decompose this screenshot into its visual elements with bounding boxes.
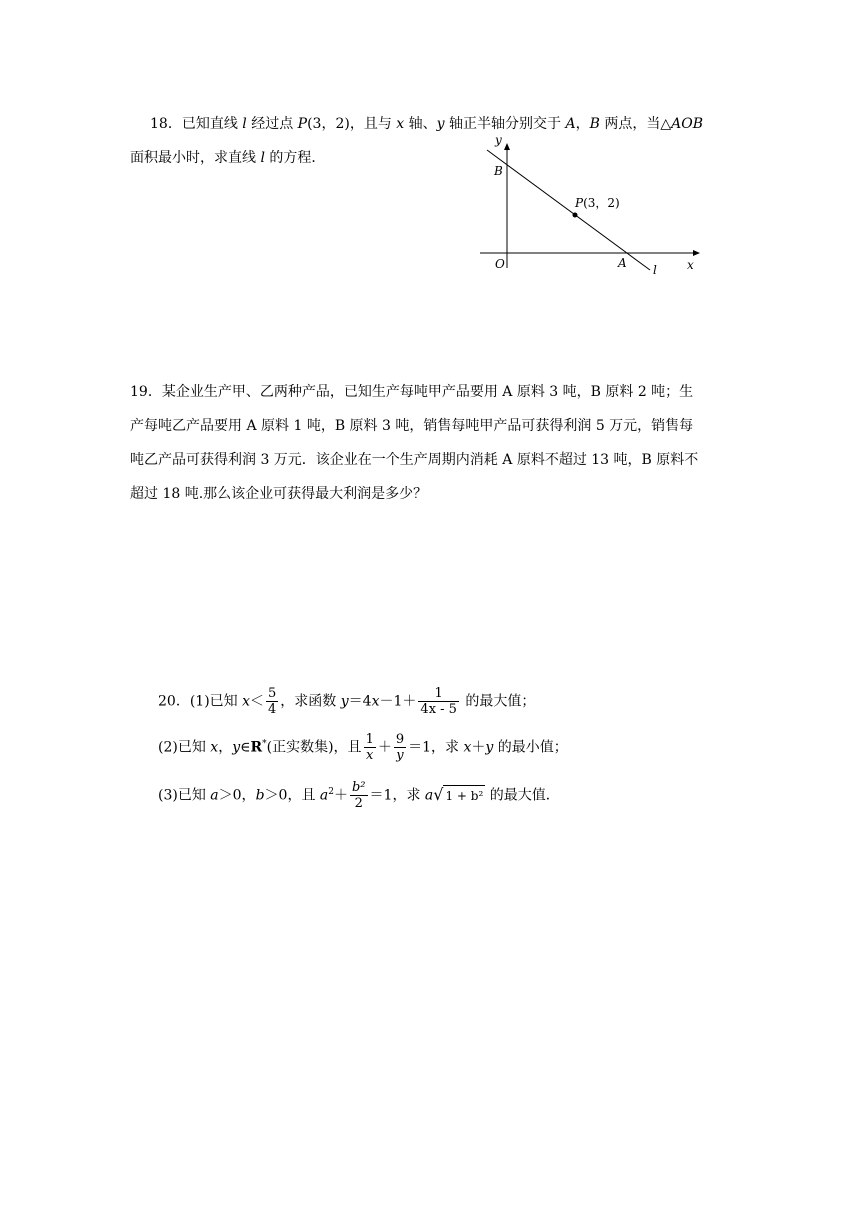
q20-part1: 20．(1)已知 x＜ $\frac{5}{4}$ ，求函数 y＝4x－1＋ $\frac{1}{4x - 5}$ 的最大值； xyxy=(158,686,536,717)
line-l xyxy=(487,150,650,270)
q19-line2: 产每吨乙产品要用 A 原料 1 吨，B 原料 3 吨，销售每吨甲产品可获得利润 5 万元，销售每 xyxy=(130,418,694,434)
point-a-label: A xyxy=(618,256,627,270)
sqrt-expression: √ 1 + b² xyxy=(433,784,484,804)
q20-number: 20． xyxy=(158,693,190,710)
q19-line1: 19．某企业生产甲、乙两种产品，已知生产每吨甲产品要用 A 原料 3 吨，B 原料 2 吨；生 xyxy=(130,384,694,400)
q18-line1: 18．已知直线 l 经过点 P(3，2)，且与 x 轴、y 轴正半轴分别交于 A，B 两点，当△AOB xyxy=(150,116,704,132)
q19-line4: 超过 18 吨.那么该企业可获得最大利润是多少？ xyxy=(130,486,428,502)
sqrt-symbol: √ xyxy=(433,784,444,804)
x-axis-label: x xyxy=(687,258,694,272)
point-p-label: P(3，2) xyxy=(575,196,620,210)
fraction-1-over-x: $\frac{1}{x}$ xyxy=(365,732,374,763)
fraction-1-over-4x-5: $\frac{1}{4x - 5}$ xyxy=(420,686,457,717)
q18-line2: 面积最小时，求直线 l 的方程． xyxy=(130,150,326,166)
q18-number: 18． xyxy=(150,116,182,132)
q20-part3: (3)已知 a＞0，b＞0，且 $a^2+$ $\frac{\text{b²}}{2}$ ＝1，求 a√ 1 + b² 的最大值． xyxy=(158,780,560,811)
point-p-marker xyxy=(573,213,578,218)
q18-figure xyxy=(475,128,715,278)
point-b-label: B xyxy=(494,164,503,178)
fraction-5-4: $\frac{5}{4}$ xyxy=(268,686,277,717)
y-axis-label: y xyxy=(495,133,502,147)
origin-label: O xyxy=(495,257,505,271)
line-l-label: l xyxy=(653,263,657,277)
fraction-9-over-y: $\frac{9}{y}$ xyxy=(395,732,405,763)
fraction-b2-over-2: $\frac{\text{b²}}{2}$ xyxy=(351,780,366,811)
q20-part2: (2)已知 x，y∈R*(正实数集)，且 $\frac{1}{x}$ ＋ $\frac{9}{y}$ ＝1，求 x＋y 的最小值； xyxy=(158,732,568,763)
q19-line3: 吨乙产品可获得利润 3 万元．该企业在一个生产周期内消耗 A 原料不超过 13 吨，B 原料不 xyxy=(130,452,699,468)
